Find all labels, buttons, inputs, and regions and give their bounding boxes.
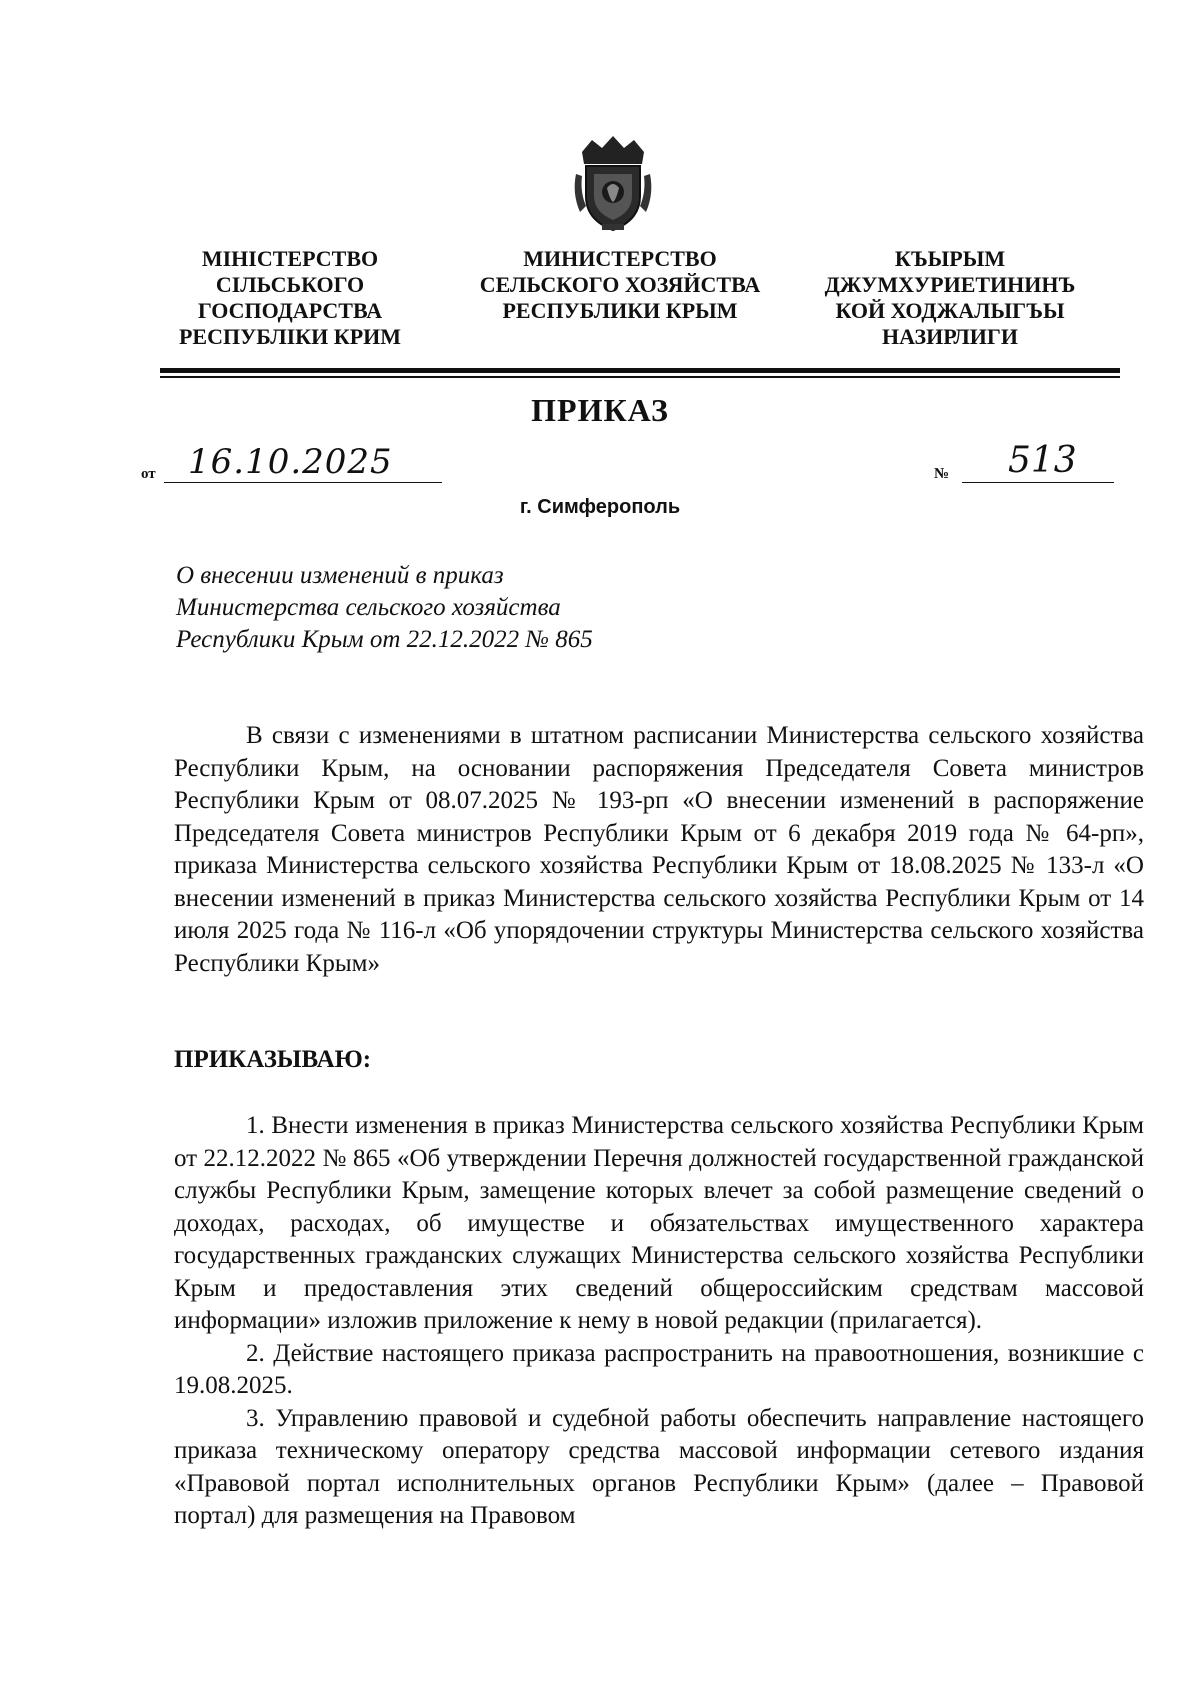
header-line: МІНІСТЕРСТВО xyxy=(201,246,379,271)
subject-line: Министерства сельского хозяйства xyxy=(176,594,561,621)
header-line: ДЖУМХУРИЕТИНИНЪ xyxy=(824,272,1076,297)
header-line: КЪЫРЫМ xyxy=(894,246,1006,271)
date-handwritten: 16.10.2025 xyxy=(188,442,393,482)
number-underline xyxy=(962,482,1114,483)
order-item: 2. Действие настоящего приказа распространить на правоотношения, возникшие с 19.08.2025. xyxy=(174,1339,1144,1399)
preamble xyxy=(174,720,1144,980)
number-handwritten: 513 xyxy=(1008,440,1077,481)
subject-line: Республики Крым от 22.12.2022 № 865 xyxy=(176,626,593,653)
header-ukrainian-name xyxy=(160,246,420,350)
date-underline xyxy=(164,482,442,483)
header-line: РЕСПУБЛИКИ КРЫМ xyxy=(502,298,738,323)
header-line: НАЗИРЛИГИ xyxy=(882,324,1018,349)
order-item: 1. Внести изменения в приказ Министерства сельского хозяйства Республики Крым от 22.12.2022 № 865 «Об утверждении Перечня должностей государственной гражданской службы Республики Крым, замещение которых влечет за собой размещение сведений о доходах, расходах, об имуществе и обязательствах имущественного характера государственных гражданских служащих Министерства сельского хозяйства Республики Крым и предоставления этих сведений общероссийским средствам массовой информации» изложив приложение к нему в новой редакции (прилагается). xyxy=(174,1112,1144,1334)
order-item: 3. Управлению правовой и судебной работы обеспечить направление настоящего приказа техническому оператору средства массовой информации сетевого издания «Правовой портал исполнительных органов Республики Крым» (далее – Правовой портал) для размещения на Правовом xyxy=(174,1404,1144,1529)
header-line: МИНИСТЕРСТВО xyxy=(523,246,717,271)
preamble-paragraph: В связи с изменениями в штатном расписании Министерства сельского хозяйства Республики Крым, на основании распоряжения Председателя Совета министров Республики Крым от 08.07.2025 № 193-рп «О внесении изменений в распоряжение Председателя Совета министров Республики Крым от 6 декабря 2019 года № 64-рп», приказа Министерства сельского хозяйства Республики Крым от 18.08.2025 № 133-л «О внесении изменений в приказ Министерства сельского хозяйства Республики Крым от 14 июля 2025 года № 116-л «Об упорядочении структуры Министерства сельского хозяйства Республики Крым» xyxy=(174,722,1144,977)
order-items xyxy=(174,1110,1144,1533)
document-subject xyxy=(176,560,593,656)
header-line: СЕЛЬСКОГО ХОЗЯЙСТВА xyxy=(479,272,761,297)
header-crimean-tatar-name xyxy=(800,246,1100,350)
header-divider-thick xyxy=(160,368,1120,373)
document-title: ПРИКАЗ xyxy=(531,392,669,428)
header-russian-name xyxy=(455,246,785,324)
crimea-coat-of-arms-icon xyxy=(572,134,654,234)
subject-line: О внесении изменений в приказ xyxy=(176,562,504,589)
header-line: КОЙ ХОДЖАЛЫГЪЫ xyxy=(835,298,1065,323)
city-name: г. Симферополь xyxy=(519,496,681,518)
header-line: РЕСПУБЛІКИ КРИМ xyxy=(178,324,402,349)
header-divider-thin xyxy=(160,376,1120,378)
header-line: СІЛЬСЬКОГО xyxy=(215,272,365,297)
number-label: № xyxy=(934,466,950,482)
order-keyword: ПРИКАЗЫВАЮ: xyxy=(174,1046,372,1073)
date-label: от xyxy=(141,466,156,482)
header-line: ГОСПОДАРСТВА xyxy=(197,298,383,323)
